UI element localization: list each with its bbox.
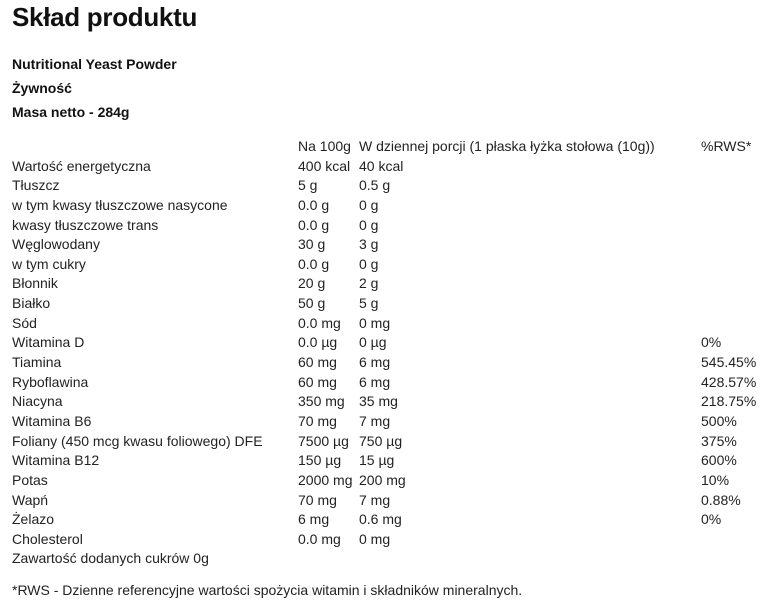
nutrient-name: Wapń (12, 491, 49, 508)
nutrient-name: Niacyna (12, 393, 63, 410)
table-row (12, 353, 772, 373)
per-100g-value: 0.0 g (298, 216, 330, 233)
table-row (12, 235, 772, 255)
nutrient-name: Foliany (450 mcg kwasu foliowego) DFE (12, 432, 263, 449)
nutrient-name: Białko (12, 295, 51, 312)
per-100g-value: 20 g (298, 275, 326, 292)
nutrient-name: Cholesterol (12, 530, 83, 547)
table-row (12, 510, 772, 530)
nutrient-name: Potas (12, 471, 48, 488)
table-row (12, 216, 772, 236)
portion-value: 2 g (359, 275, 379, 292)
table-row (12, 294, 772, 314)
nutrient-name: kwasy tłuszczowe trans (12, 216, 159, 233)
table-row (12, 157, 772, 177)
nutrient-name: Witamina B6 (12, 412, 92, 429)
nutrient-name: Zawartość dodanych cukrów 0g (12, 550, 209, 567)
column-header-rws: %RWS* (701, 138, 752, 154)
portion-value: 15 µg (359, 452, 395, 469)
rws-value: 600% (701, 452, 737, 469)
portion-value: 35 mg (359, 393, 398, 410)
rws-value: 0.88% (701, 491, 741, 508)
nutrient-name: Witamina D (12, 334, 85, 351)
nutrient-name: Ryboflawina (12, 373, 89, 390)
table-row (12, 176, 772, 196)
per-100g-value: 400 kcal (298, 157, 351, 174)
nutrient-name: Błonnik (12, 275, 58, 292)
portion-value: 0 g (359, 216, 379, 233)
nutrient-name: w tym kwasy tłuszczowe nasycone (12, 196, 228, 213)
table-row (12, 549, 772, 569)
table-row (12, 471, 772, 491)
rws-value: 218.75% (701, 393, 757, 410)
nutrient-name: Węglowodany (12, 236, 100, 253)
per-100g-value: 0.0 g (298, 255, 330, 272)
per-100g-value: 70 mg (298, 412, 337, 429)
table-row (12, 530, 772, 550)
per-100g-value: 2000 mg (298, 471, 353, 488)
nutrient-name: Tłuszcz (12, 177, 60, 194)
per-100g-value: 50 g (298, 295, 326, 312)
table-row (12, 432, 772, 452)
portion-value: 0.5 g (359, 177, 391, 194)
per-100g-value: 0.0 mg (298, 314, 341, 331)
nutrition-table (12, 137, 772, 569)
portion-value: 0 µg (359, 334, 387, 351)
table-row (12, 274, 772, 294)
table-row (12, 255, 772, 275)
portion-value: 40 kcal (359, 157, 404, 174)
portion-value: 200 mg (359, 471, 406, 488)
per-100g-value: 0.0 mg (298, 530, 341, 547)
nutrient-name: Witamina B12 (12, 452, 100, 469)
per-100g-value: 70 mg (298, 491, 337, 508)
page-title: Skład produktu (12, 2, 198, 32)
per-100g-value: 60 mg (298, 354, 337, 371)
portion-value: 750 µg (359, 432, 403, 449)
nutrient-name: Wartość energetyczna (12, 157, 151, 174)
portion-value: 0 g (359, 196, 379, 213)
table-row (12, 333, 772, 353)
table-body (12, 157, 772, 569)
rws-value: 428.57% (701, 373, 757, 390)
column-header-daily-portion: W dziennej porcji (1 płaska łyżka stołowa (10g)) (359, 138, 655, 154)
per-100g-value: 5 g (298, 177, 318, 194)
nutrient-name: Tiamina (12, 354, 62, 371)
portion-value: 0 mg (359, 530, 391, 547)
table-row (12, 451, 772, 471)
per-100g-value: 30 g (298, 236, 326, 253)
table-row (12, 196, 772, 216)
per-100g-value: 7500 µg (298, 432, 349, 449)
per-100g-value: 60 mg (298, 373, 337, 390)
product-category: Żywność (12, 80, 72, 96)
table-header-row (12, 137, 772, 157)
rws-value: 545.45% (701, 354, 757, 371)
nutrient-name: Żelazo (12, 511, 55, 528)
portion-value: 0 g (359, 255, 379, 272)
per-100g-value: 0.0 g (298, 196, 330, 213)
per-100g-value: 350 mg (298, 393, 345, 410)
net-weight: Masa netto - 284g (12, 104, 130, 120)
rws-value: 0% (701, 334, 722, 351)
portion-value: 7 mg (359, 412, 391, 429)
table-row (12, 412, 772, 432)
rws-value: 0% (701, 511, 722, 528)
per-100g-value: 0.0 µg (298, 334, 338, 351)
rws-value: 375% (701, 432, 737, 449)
per-100g-value: 150 µg (298, 452, 342, 469)
nutrient-name: w tym cukry (12, 255, 86, 272)
portion-value: 5 g (359, 295, 379, 312)
portion-value: 0.6 mg (359, 511, 402, 528)
rws-value: 10% (701, 471, 730, 488)
per-100g-value: 6 mg (298, 511, 330, 528)
nutrient-name: Sód (12, 314, 37, 331)
table-row (12, 392, 772, 412)
portion-value: 6 mg (359, 354, 391, 371)
portion-value: 7 mg (359, 491, 391, 508)
column-header-per-100g: Na 100g (298, 138, 351, 154)
portion-value: 3 g (359, 236, 379, 253)
footnote: *RWS - Dzienne referencyjne wartości spożycia witamin i składników mineralnych. (12, 582, 523, 598)
portion-value: 6 mg (359, 373, 391, 390)
product-name: Nutritional Yeast Powder (12, 56, 177, 72)
table-row (12, 314, 772, 334)
rws-value: 500% (701, 412, 737, 429)
table-row (12, 491, 772, 511)
portion-value: 0 mg (359, 314, 391, 331)
table-row (12, 373, 772, 393)
